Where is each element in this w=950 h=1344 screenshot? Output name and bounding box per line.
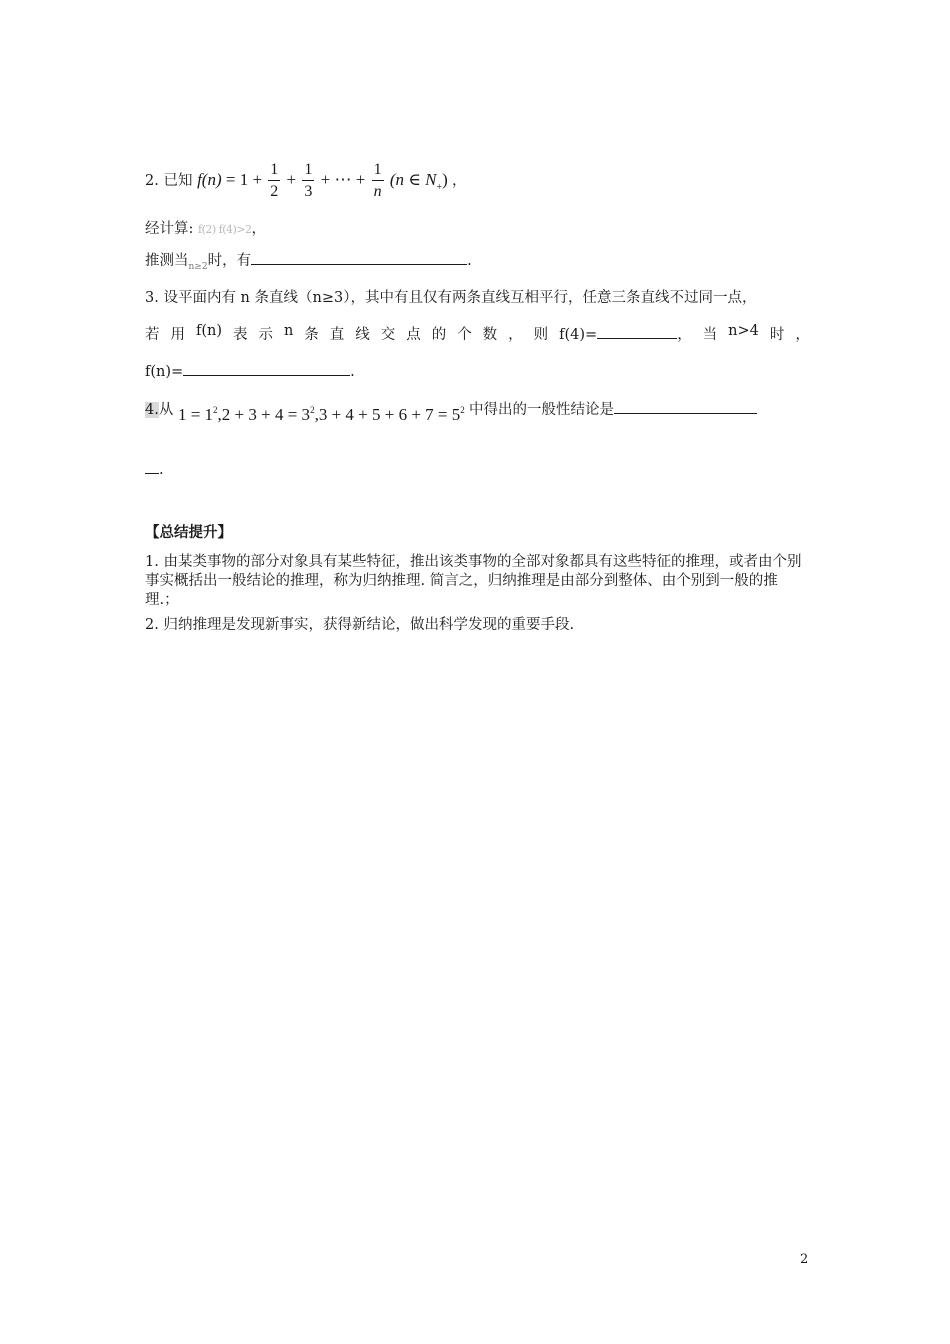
q3-word: ，	[795, 327, 810, 343]
q2-guess-end: .	[467, 253, 472, 269]
q2-domain: (n ∈ N	[389, 169, 437, 189]
q2-plus: +	[286, 169, 297, 189]
q4-formula-c-exp: 2	[460, 405, 465, 415]
q2-suffix: ，	[451, 172, 467, 189]
q2-domain-sub: +	[436, 181, 443, 193]
q2-guess-blank	[251, 250, 467, 265]
q2-ellipsis: + ⋯ +	[320, 169, 366, 189]
q3-word: 用	[170, 327, 185, 343]
q3-fn-end: .	[350, 364, 355, 380]
q3-word: 直	[329, 327, 345, 343]
q4-blank	[614, 399, 757, 414]
q3-word: 数	[482, 327, 498, 343]
q4-blank-cont	[145, 459, 159, 474]
q4-formula-b: ,2 + 3 + 4 = 3	[217, 405, 311, 424]
q4-formula	[178, 405, 469, 424]
q2-computed-line	[145, 217, 266, 238]
q3-f4-group	[559, 323, 692, 344]
q2-computed-label: 经计算:	[145, 221, 194, 237]
q2-domain-close: )	[442, 169, 448, 189]
summary-heading: 【总结提升】	[145, 524, 232, 541]
q4-label: 4.	[145, 402, 159, 418]
q3-f4-blank	[597, 324, 677, 339]
q3-word: 交	[380, 327, 396, 343]
q4-line	[145, 398, 757, 424]
q2-frac1-num: 1	[268, 162, 280, 181]
q2-guess-faint: n≥2	[188, 262, 208, 272]
q2-guess-mid: 时，有	[207, 253, 252, 269]
q4-formula-b-exp: 2	[310, 405, 315, 415]
q3-word: 点	[406, 327, 421, 343]
q3-word: 当	[702, 327, 718, 343]
q3-word: 表	[232, 327, 248, 343]
q2-frac3-num: 1	[372, 162, 384, 181]
q2-frac1-den: 2	[270, 183, 279, 200]
page-number: 2	[800, 1252, 809, 1267]
q3-word: f(n)	[195, 323, 222, 339]
q3-word: 示	[258, 327, 273, 343]
q3-text-1: 3. 设平面内有 n 条直线（n≥3），其中有且仅有两条直线互相平行，任意三条直线不过同一点，	[145, 290, 757, 306]
summary-paragraph-2: 2. 归纳推理是发现新事实，获得新结论，做出科学发现的重要手段.	[145, 617, 575, 633]
q4-formula-c: ,3 + 4 + 5 + 6 + 7 = 5	[314, 405, 461, 424]
q3-f4-label: f(4)=	[559, 327, 598, 343]
q3-word: 线	[355, 327, 370, 343]
q4-end: .	[159, 462, 164, 478]
q3-fn-blank	[183, 361, 350, 376]
q3-word: n	[283, 323, 294, 339]
q3-word: 的	[431, 327, 447, 343]
q2-computed-tail: ，	[251, 221, 267, 237]
q4-formula-a-exp: 2	[213, 405, 218, 415]
q3-word: 条	[304, 327, 319, 343]
q3-word: 时	[769, 327, 785, 343]
q4-suffix: 中得出的一般性结论是	[469, 402, 614, 418]
q3-line1	[145, 286, 756, 307]
q2-guess-line	[145, 249, 472, 272]
q2-guess-label: 推测当	[145, 253, 189, 269]
q3-word: 则	[533, 327, 549, 343]
q2-frac-half	[268, 162, 280, 200]
summary-paragraph-1: 1. 由某类事物的部分对象具有某些特征，推出该类事物的全部对象都具有这些特征的推理，或者由个别事实概括出一般结论的推理，称为归纳推理. 简言之，归纳推理是由部分到整体、由个别到一般的推理.；	[145, 554, 802, 608]
q2-line	[145, 162, 466, 200]
q3-word: 个	[457, 327, 472, 343]
q2-f-of-n: f(n)	[197, 169, 222, 189]
q2-formula	[197, 161, 452, 200]
q2-frac-n	[372, 162, 384, 200]
q3-fn-label: f(n)=	[145, 364, 184, 380]
q4-prefix: 从	[158, 402, 174, 418]
q2-computed-faint: f(2) f(4)>2	[198, 223, 252, 236]
q2-prefix: 2. 已知	[145, 172, 193, 189]
q3-f4-comma: ，	[677, 327, 692, 343]
q3-line2	[145, 323, 810, 344]
q3-line2-row	[145, 323, 810, 344]
q2-frac2-num: 1	[302, 162, 314, 181]
q2-eq: = 1 +	[225, 169, 263, 189]
q4-formula-a: 1 = 1	[177, 405, 214, 424]
q3-word: 若	[145, 327, 160, 343]
q2-frac3-den: n	[373, 183, 382, 200]
q3-line3	[145, 361, 355, 380]
q3-word: ，	[508, 327, 523, 343]
q2-frac-third	[302, 162, 314, 200]
q2-frac2-den: 3	[304, 183, 313, 200]
q3-word: n>4	[728, 323, 759, 339]
q4-line2	[145, 459, 164, 478]
